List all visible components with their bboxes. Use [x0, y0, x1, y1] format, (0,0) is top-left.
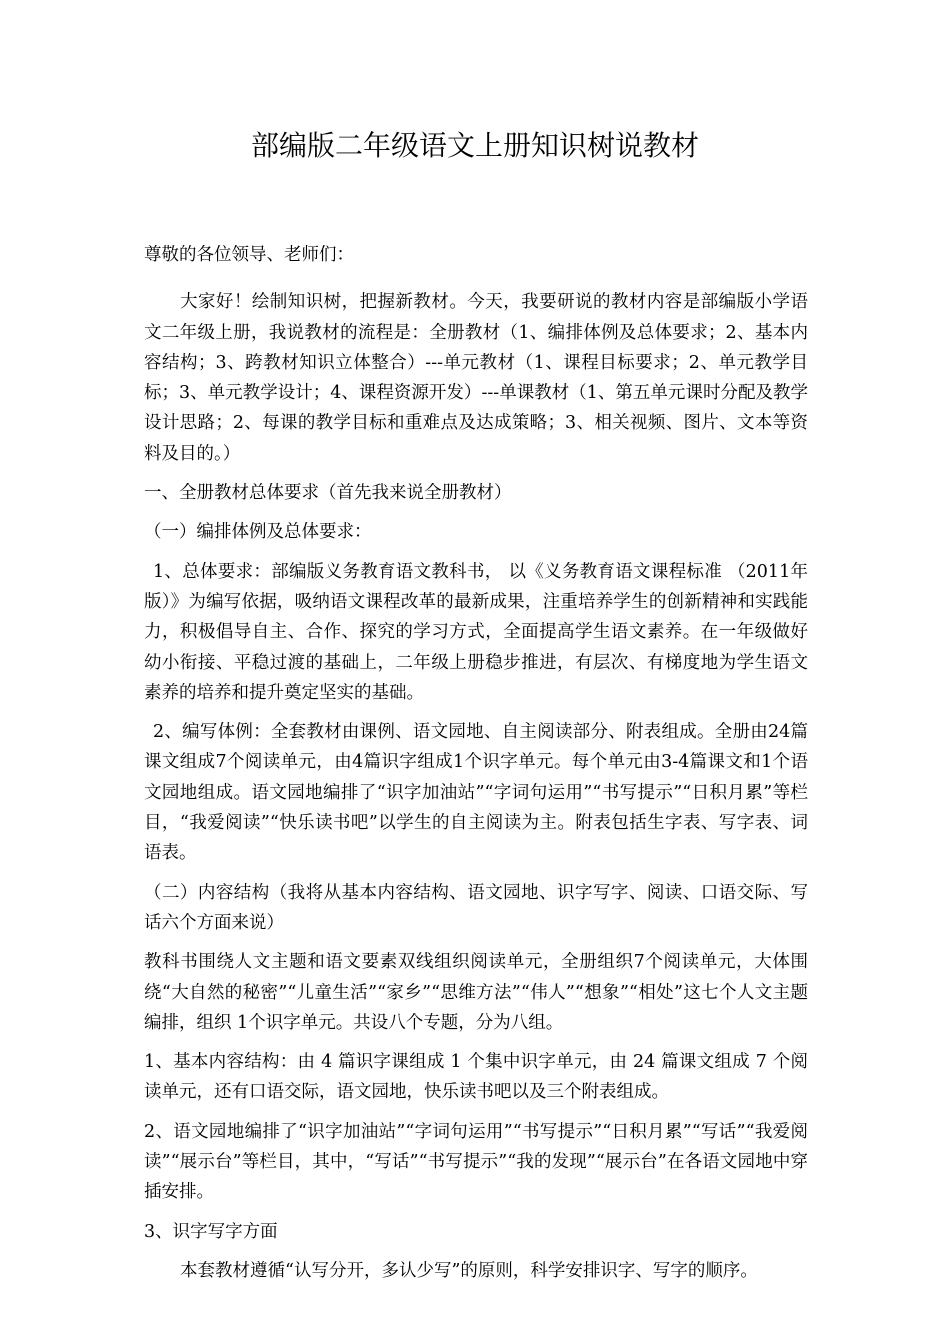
subsection-heading-2: （二）内容结构（我将从基本内容结构、语文园地、识字写字、阅读、口语交际、写话六个方面来说）	[144, 882, 808, 933]
document-body	[144, 240, 808, 1286]
compilation-style-paragraph: 2、编写体例：全套教材由课例、语文园地、自主阅读部分、附表组成。全册由24篇课文组成7个阅读单元，由4篇识字组成1个识字单元。每个单元由3-4篇课文和1个语文园地组成。语文园地编排了“识字加油站”“字词句运用”“书写提示”“日积月累”等栏目，“我爱阅读”“快乐读书吧”以学生的自主阅读为主。附表包括生字表、写字表、词语表。	[144, 722, 808, 864]
intro-paragraph: 大家好！绘制知识树，把握新教材。今天，我要研说的教材内容是部编版小学语文二年级上册，我说教材的流程是：全册教材（1、编排体例及总体要求；2、基本内容结构；3、跨教材知识立体整合）---单元教材（1、课程目标要求；2、单元教学目标；3、单元教学设计；4、课程资源开发）---单课教材（1、第五单元课时分配及教学设计思路；2、每课的教学目标和重难点及达成策略；3、相关视频、图片、文本等资料及目的。）	[144, 292, 808, 464]
overall-requirements-paragraph: 1、总体要求：部编版义务教育语文教科书， 以《义务教育语文课程标准 （2011年版）》为编写依据，吸纳语文课程改革的最新成果，注重培养学生的创新精神和实践能力，积极倡导自主、合作、探究的学习方式，全面提高学生语文素养。在一年级做好幼小衔接、平稳过渡的基础上，二年级上册稳步推进，有层次、有梯度地为学生语文素养的培养和提升奠定坚实的基础。	[144, 561, 808, 703]
literacy-paragraph: 本套教材遵循“认写分开，多认少写”的原则，科学安排识字、写字的顺序。	[180, 1260, 758, 1281]
greeting-paragraph: 尊敬的各位领导、老师们：	[144, 245, 354, 265]
document-title: 部编版二年级语文上册知识树说教材	[250, 129, 699, 162]
subsection-heading-1: （一）编排体例及总体要求：	[144, 522, 372, 543]
themes-paragraph: 教科书围绕人文主题和语文要素双线组织阅读单元，全册组织7个阅读单元，大体围绕“大自然的秘密”“儿童生活”“家乡”“思维方法”“伟人”“想象”“相处”这七个人文主题编排，组织 1个识字单元。共设八个专题，分为八组。	[144, 952, 808, 1033]
section-heading-1: 一、全册教材总体要求（首先我来说全册教材）	[144, 483, 512, 504]
language-garden-paragraph: 2、语文园地编排了“识字加油站”“字词句运用”“书写提示”“日积月累”“写话”“我爱阅读”“展示台”等栏目，其中，“写话”“书写提示”“我的发现”“展示台”在各语文园地中穿插安排。	[144, 1121, 808, 1203]
basic-structure-paragraph: 1、基本内容结构：由 4 篇识字课组成 1 个集中识字单元，由 24 篇课文组成 7 个阅读单元，还有口语交际，语文园地，快乐读书吧以及三个附表组成。	[144, 1052, 808, 1103]
literacy-heading: 3、识字写字方面	[144, 1221, 278, 1242]
